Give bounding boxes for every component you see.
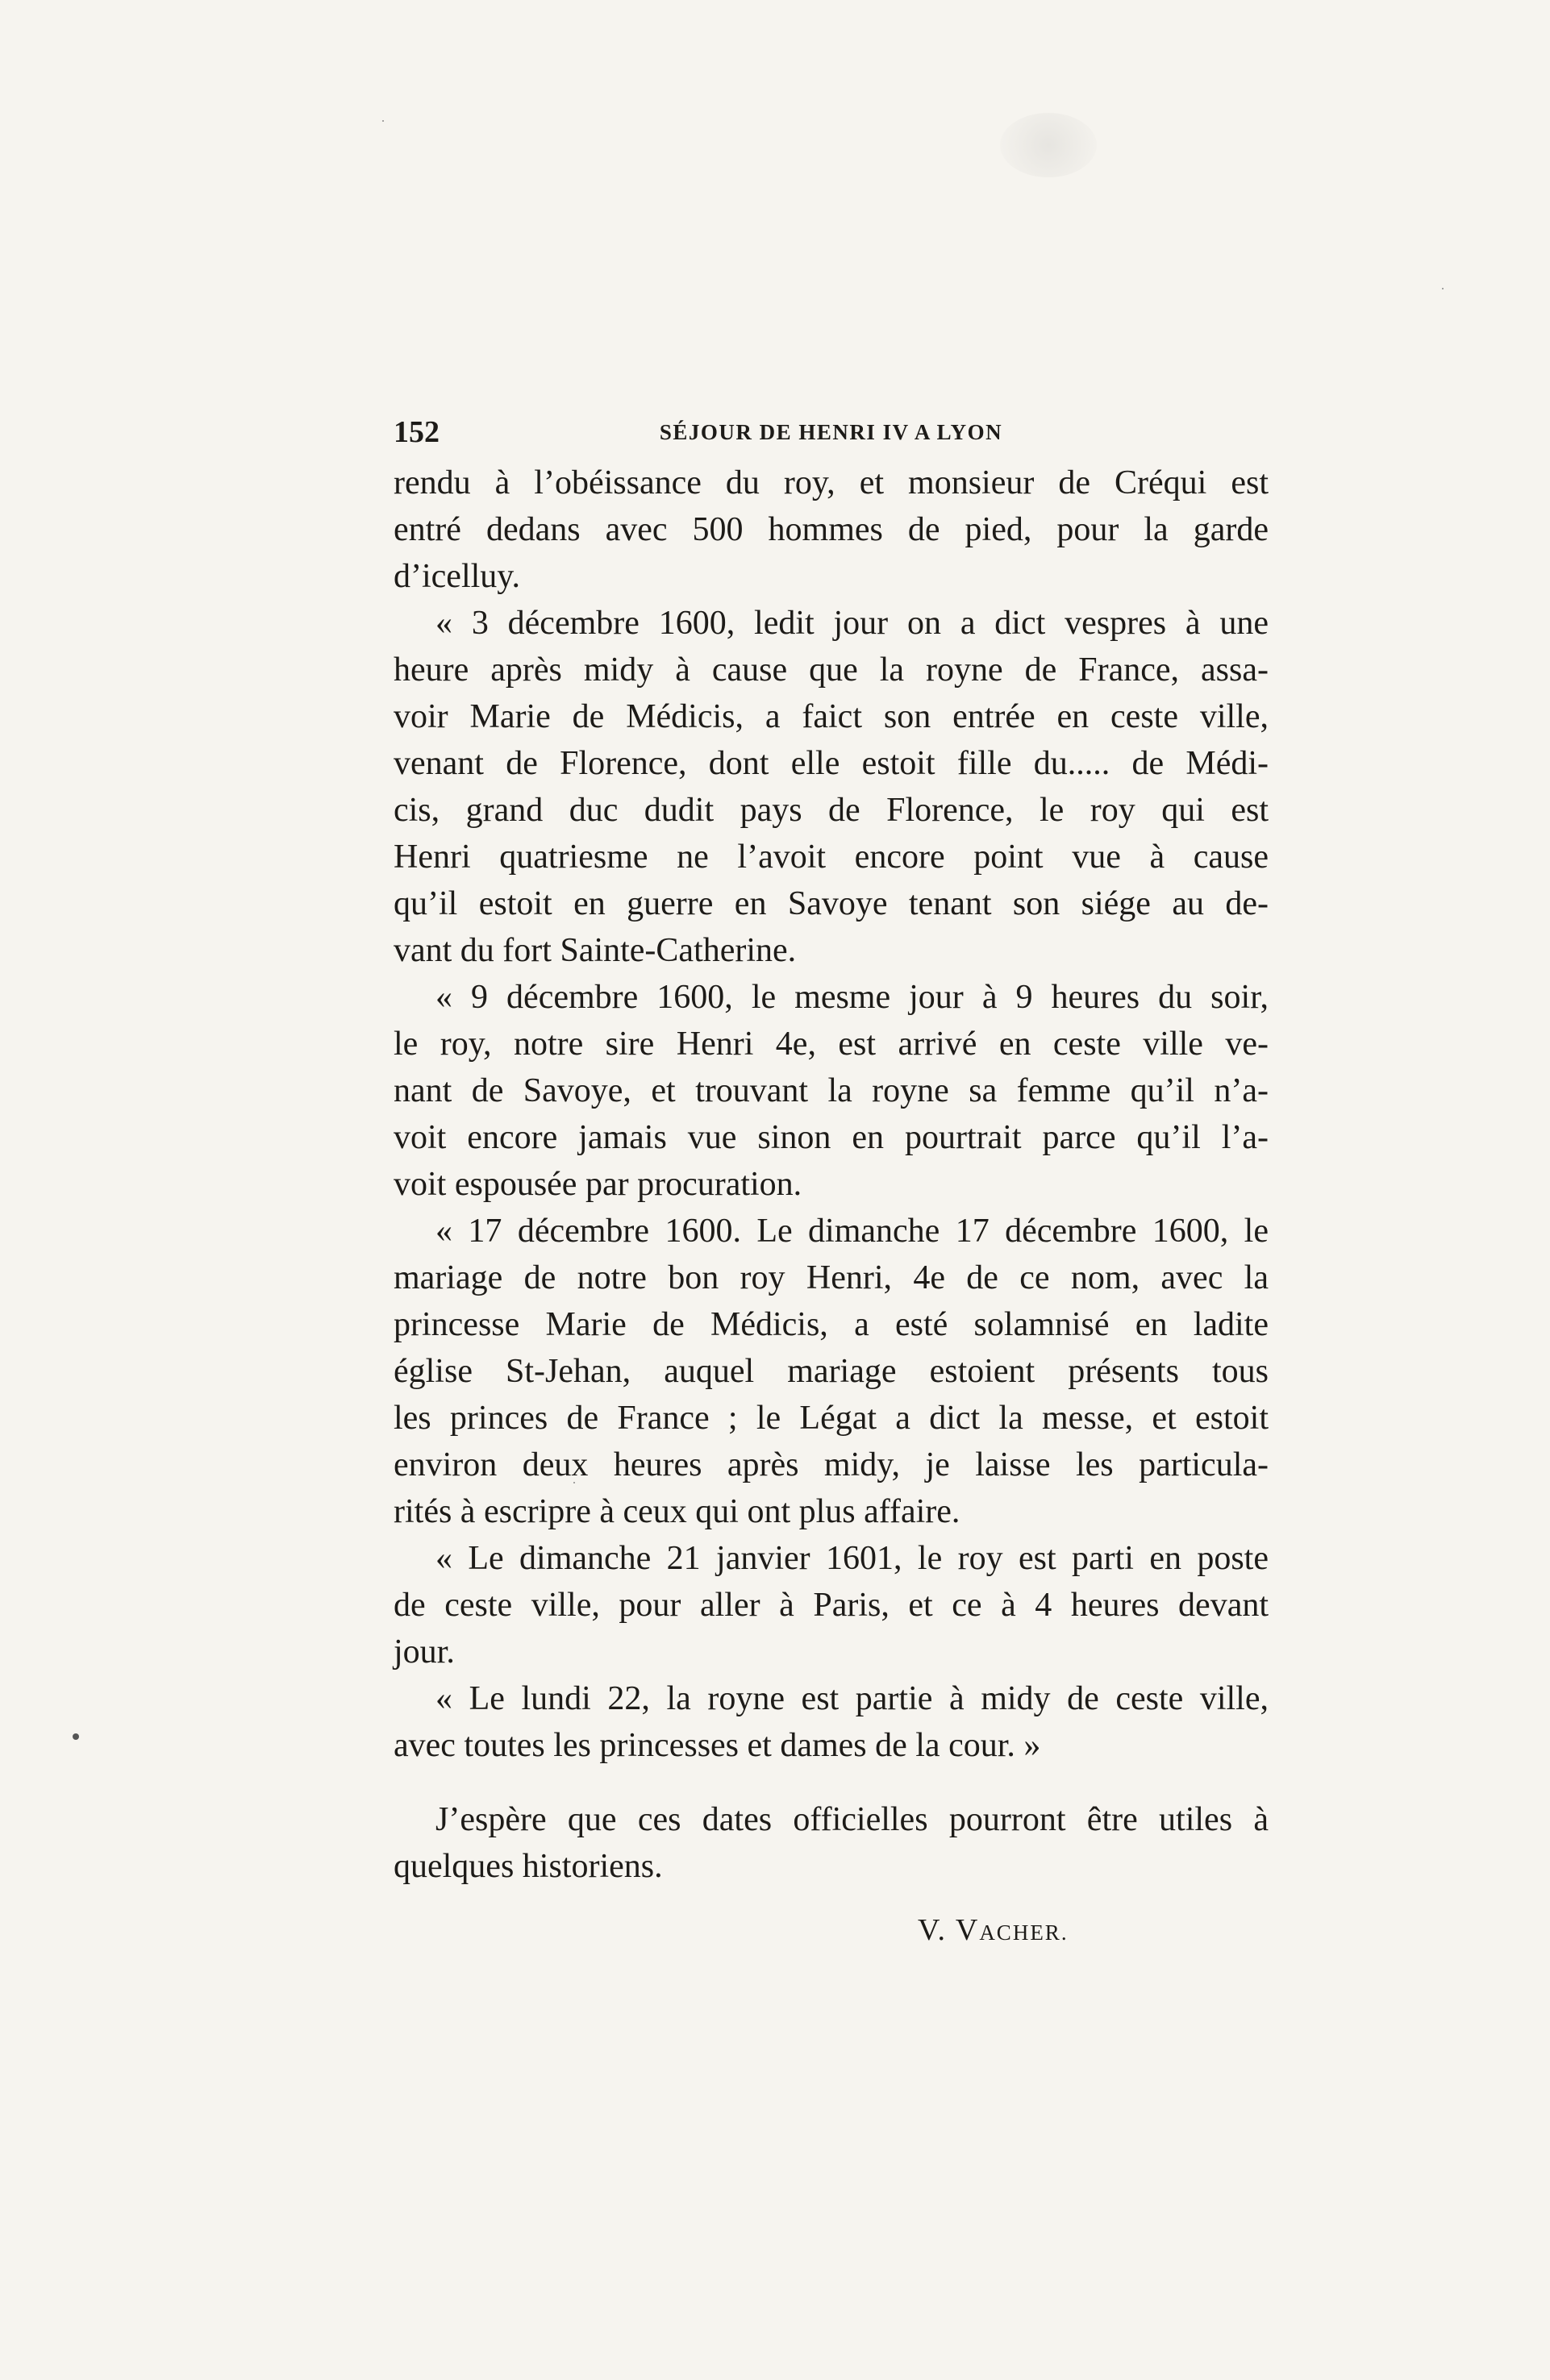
text-line: « Le dimanche 21 janvier 1601, le roy est parti en poste: [435, 1540, 1269, 1577]
text-line: heure après midy à cause que la royne de France, assa-: [394, 651, 1269, 689]
paper-dust: [1442, 288, 1444, 289]
signature-rest: ACHER.: [979, 1920, 1069, 1945]
text-line: venant de Florence, dont elle estoit fille du..... de Médi-: [394, 745, 1269, 782]
paper-dust: [382, 120, 384, 122]
ink-speck: [73, 1733, 79, 1740]
text-line: « 3 décembre 1600, ledit jour on a dict vespres à une: [435, 605, 1269, 642]
running-title: SÉJOUR DE HENRI IV A LYON: [659, 420, 1003, 444]
text-line: cis, grand duc dudit pays de Florence, le roy qui est: [394, 792, 1269, 829]
paragraph-gap: [394, 1769, 1269, 1796]
author-signature: [918, 1911, 1069, 1952]
text-line: quelques historiens.: [394, 1848, 663, 1885]
text-line: église St-Jehan, auquel mariage estoient présents tous: [394, 1353, 1269, 1390]
text-line: entré dedans avec 500 hommes de pied, pour la garde: [394, 511, 1269, 548]
text-line: voir Marie de Médicis, a faict son entrée en ceste ville,: [394, 698, 1269, 735]
text-line: voit espousée par procuration.: [394, 1166, 802, 1203]
text-line: de ceste ville, pour aller à Paris, et ce à 4 heures devant: [394, 1587, 1269, 1624]
text-line: J’espère que ces dates officielles pourront être utiles à: [435, 1801, 1269, 1838]
text-line: mariage de notre bon roy Henri, 4e de ce nom, avec la: [394, 1259, 1269, 1296]
text-line: le roy, notre sire Henri 4e, est arrivé en ceste ville ve-: [394, 1026, 1269, 1063]
page-number: 152: [394, 415, 440, 449]
page-header: [394, 413, 1269, 451]
text-line: rités à escripre à ceux qui ont plus affaire.: [394, 1493, 960, 1530]
signature-initial: V. V: [918, 1913, 980, 1947]
text-line: Henri quatriesme ne l’avoit encore point vue à cause: [394, 838, 1269, 876]
text-line: voit encore jamais vue sinon en pourtrait parce qu’il l’a-: [394, 1119, 1269, 1156]
text-line: vant du fort Sainte-Catherine.: [394, 932, 797, 969]
text-line: nant de Savoye, et trouvant la royne sa femme qu’il n’a-: [394, 1072, 1269, 1109]
page-text: [394, 460, 1269, 1890]
text-line: princesse Marie de Médicis, a esté solamnisé en ladite: [394, 1306, 1269, 1343]
text-line: « 17 décembre 1600. Le dimanche 17 décembre 1600, le: [435, 1213, 1269, 1250]
text-line: d’icelluy.: [394, 558, 521, 595]
text-line: « Le lundi 22, la royne est partie à midy de ceste ville,: [435, 1680, 1269, 1717]
text-line: les princes de France ; le Légat a dict la messe, et estoit: [394, 1400, 1269, 1437]
text-line: « 9 décembre 1600, le mesme jour à 9 heures du soir,: [435, 979, 1269, 1016]
text-line: avec toutes les princesses et dames de la cour. »: [394, 1727, 1041, 1764]
paper-stain: [1000, 113, 1097, 177]
text-line: qu’il estoit en guerre en Savoye tenant son siége au de-: [394, 885, 1269, 922]
text-line: rendu à l’obéissance du roy, et monsieur de Créqui est: [394, 464, 1269, 501]
text-line: jour.: [394, 1633, 455, 1671]
text-line: environ deux heures après midy, je laisse les particula-: [394, 1446, 1269, 1483]
